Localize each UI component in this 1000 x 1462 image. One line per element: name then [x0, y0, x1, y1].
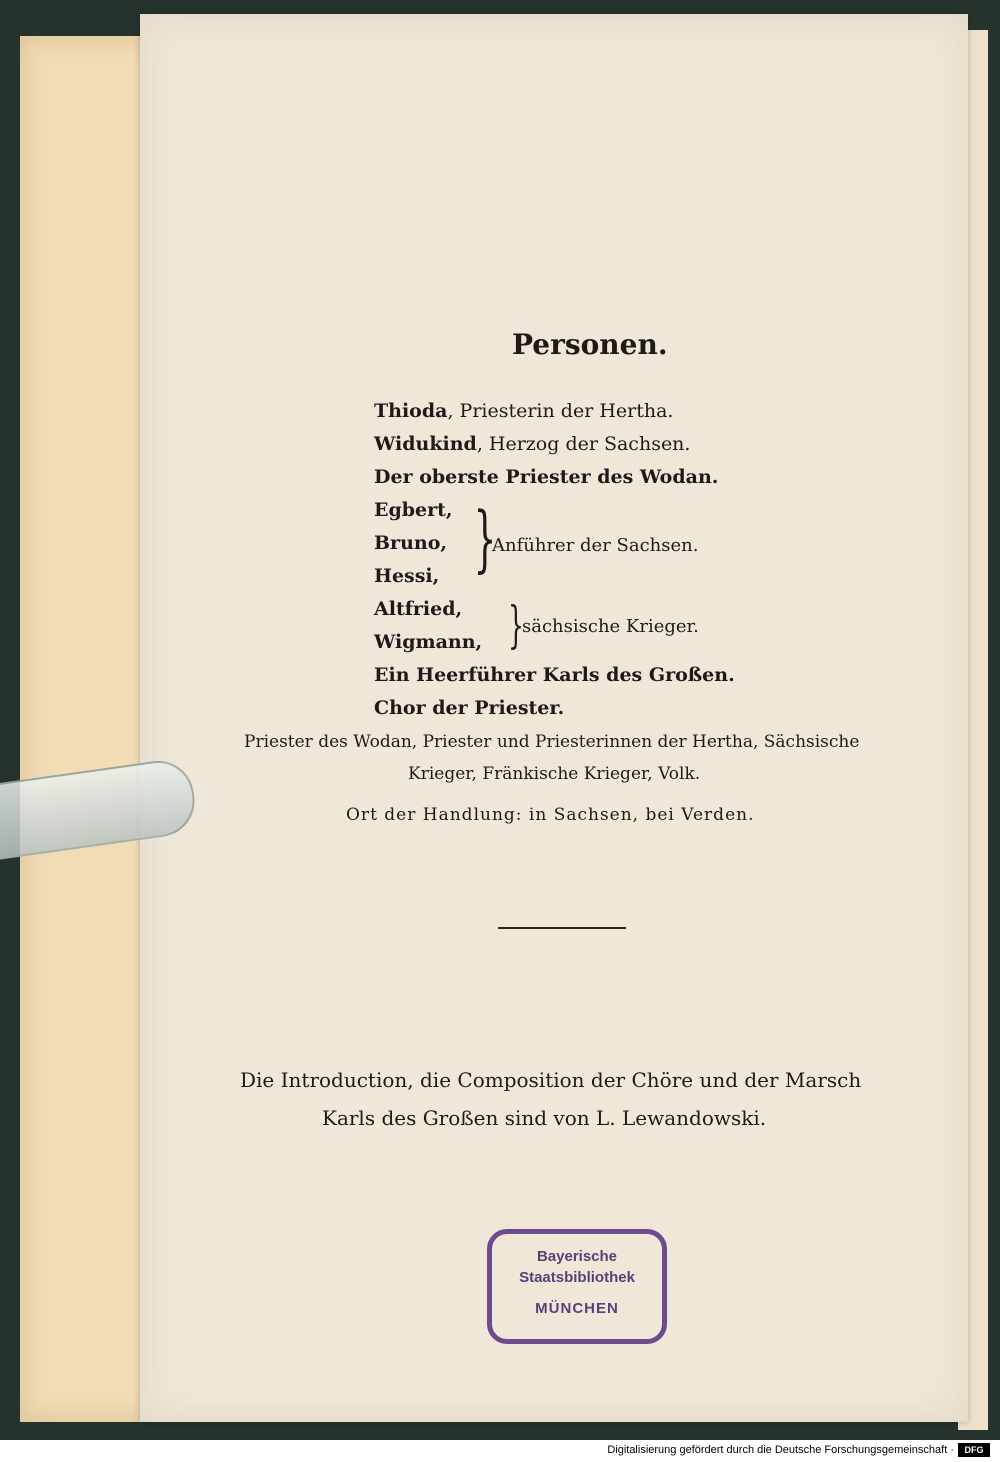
credit-line-1: Die Introduction, die Composition der Chöre und der Marsch — [240, 1068, 862, 1092]
group1-member: Hessi, — [374, 565, 440, 587]
group1-brace: } — [473, 496, 497, 580]
cast-line-wodan-priest: Der oberste Priester des Wodan. — [374, 466, 719, 488]
cast-role: , Herzog der Sachsen. — [476, 433, 691, 455]
cast-line-chor: Chor der Priester. — [374, 697, 565, 719]
group2-member: Wigmann, — [374, 631, 483, 653]
ensemble-line-1: Priester des Wodan, Priester und Priesterinnen der Hertha, Sächsische — [244, 732, 860, 752]
group1-label: Anführer der Sachsen. — [492, 535, 699, 556]
cast-name: Thioda — [374, 400, 448, 422]
divider-rule — [498, 927, 626, 929]
group2-member: Altfried, — [374, 598, 463, 620]
dfg-logo: DFG — [958, 1443, 990, 1457]
stamp-line: Staatsbibliothek — [519, 1269, 635, 1286]
cast-line-heerfuehrer: Ein Heerführer Karls des Großen. — [374, 664, 735, 686]
cast-name: Widukind — [374, 433, 477, 455]
group1-member: Egbert, — [374, 499, 453, 521]
group1-member: Bruno, — [374, 532, 447, 554]
group2-label: sächsische Krieger. — [522, 616, 699, 637]
stamp-line: MÜNCHEN — [535, 1300, 619, 1317]
group2-brace: } — [507, 596, 524, 654]
cast-line-thioda — [374, 400, 673, 422]
library-stamp — [487, 1229, 667, 1344]
footer-credit: Digitalisierung gefördert durch die Deutsche Forschungsgemeinschaft · — [607, 1444, 954, 1456]
setting-line: Ort der Handlung: in Sachsen, bei Verden. — [346, 805, 755, 825]
footer-bar — [0, 1440, 1000, 1462]
ensemble-line-2: Krieger, Fränkische Krieger, Volk. — [408, 764, 701, 784]
stamp-line: Bayerische — [536, 1248, 618, 1265]
cast-line-widukind — [374, 433, 690, 455]
credit-line-2: Karls des Großen sind von L. Lewandowski. — [322, 1106, 767, 1130]
page-heading: Personen. — [512, 328, 668, 361]
cast-role: , Priesterin der Hertha. — [447, 400, 674, 422]
